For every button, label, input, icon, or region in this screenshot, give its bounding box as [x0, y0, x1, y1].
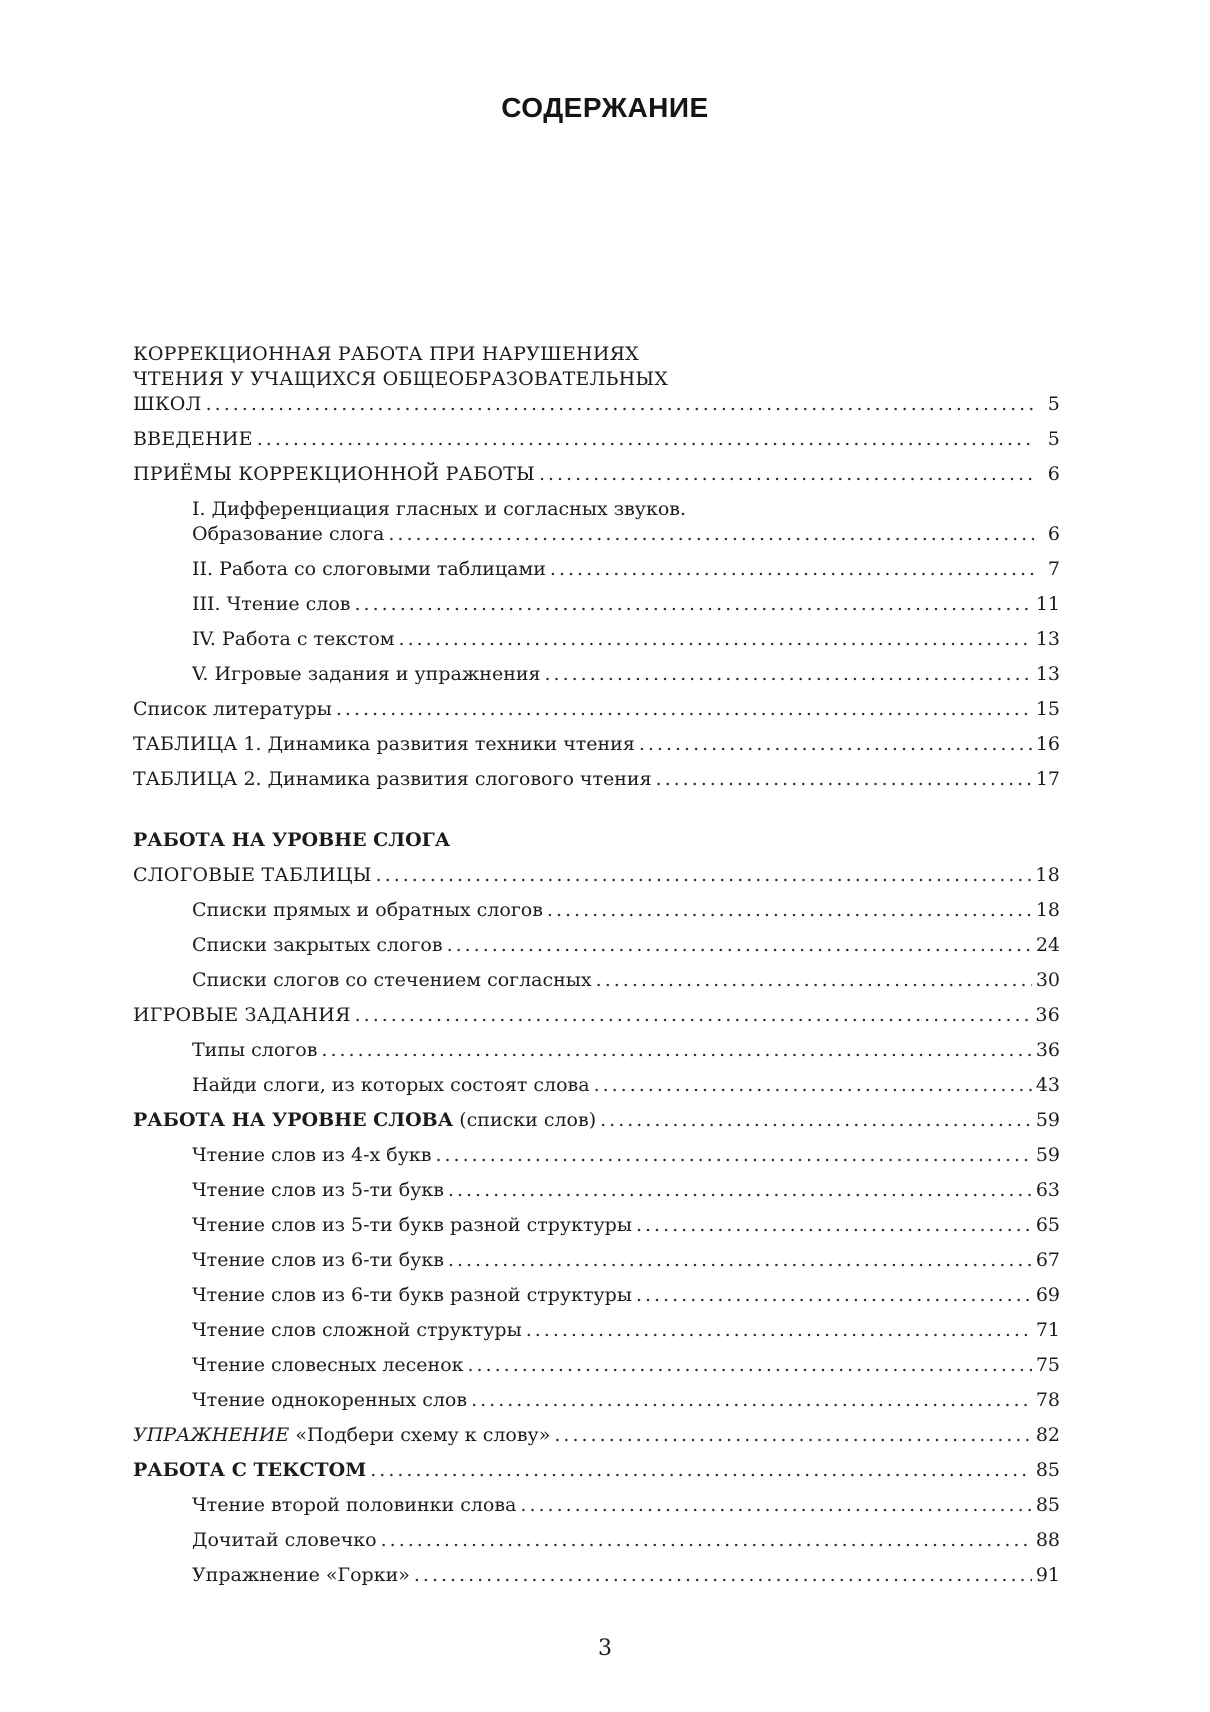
- toc-subentry[interactable]: [133, 662, 1060, 697]
- leader-dots: [636, 1213, 1032, 1238]
- page-number: 5: [1047, 393, 1060, 415]
- page-number: 67: [1035, 1249, 1060, 1271]
- toc-subentry[interactable]: [133, 1528, 1060, 1563]
- leader-dots: [447, 933, 1032, 958]
- toc-subentry[interactable]: [133, 1213, 1060, 1248]
- leader-dots: [468, 1353, 1032, 1378]
- toc-subentry[interactable]: [133, 1178, 1060, 1213]
- toc-entry-label-italic: УПРАЖНЕНИЕ: [133, 1424, 290, 1446]
- toc-entry-label: Чтение слов из 6-ти букв: [192, 1249, 444, 1271]
- toc-subentry[interactable]: [133, 1318, 1060, 1353]
- toc-entry-games[interactable]: [133, 1003, 1060, 1038]
- toc-entry-line: ЧТЕНИЯ У УЧАЩИХСЯ ОБЩЕОБРАЗОВАТЕЛЬНЫХ: [133, 368, 668, 390]
- toc-entry-label: Дочитай словечко: [192, 1529, 377, 1551]
- leader-dots: [388, 522, 1034, 547]
- toc-entry-label: Чтение слов из 4-х букв: [192, 1144, 432, 1166]
- page-number: 11: [1035, 593, 1060, 615]
- page-number: 85: [1035, 1494, 1060, 1516]
- leader-dots: [435, 1143, 1031, 1168]
- toc-entry-label: Списки слогов со стечением согласных: [192, 969, 592, 991]
- toc-entry-label-rest: (списки слов): [453, 1109, 597, 1131]
- toc-entry-label-rest: «Подбери схему к слову»: [289, 1424, 551, 1446]
- toc-entry-label: V. Игровые задания и упражнения: [192, 663, 541, 685]
- toc-entry-label: СЛОГОВЫЕ ТАБЛИЦЫ: [133, 864, 372, 886]
- toc-entry-correction-work[interactable]: [133, 342, 1060, 417]
- toc-entry-label: Чтение однокоренных слов: [192, 1389, 468, 1411]
- toc-entry-label: ТАБЛИЦА 1. Динамика развития техники чтения: [133, 733, 635, 755]
- leader-dots: [448, 1178, 1032, 1203]
- page-number: 43: [1035, 1074, 1060, 1096]
- toc-entry-label: Чтение слов из 6-ти букв разной структуры: [192, 1284, 632, 1306]
- toc-entry-label: Списки закрытых слогов: [192, 934, 443, 956]
- leader-dots: [257, 427, 1034, 452]
- page-number: 75: [1035, 1354, 1060, 1376]
- leader-dots: [526, 1318, 1032, 1343]
- toc-entry-label: Типы слогов: [192, 1039, 318, 1061]
- page-number: 69: [1035, 1284, 1060, 1306]
- leader-dots: [547, 898, 1032, 923]
- toc-entry-label: ИГРОВЫЕ ЗАДАНИЯ: [133, 1004, 351, 1026]
- page-number: 85: [1035, 1459, 1060, 1481]
- leader-dots: [596, 968, 1032, 993]
- toc-entry-label: Чтение слов из 5-ти букв разной структуры: [192, 1214, 632, 1236]
- toc-entry-line: Образование слога: [192, 523, 385, 545]
- leader-dots: [448, 1248, 1032, 1273]
- page-number: 88: [1035, 1529, 1060, 1551]
- page-number: 24: [1035, 934, 1060, 956]
- toc-entry-table-1[interactable]: [133, 732, 1060, 767]
- leader-dots: [520, 1493, 1031, 1518]
- toc-subentry[interactable]: [133, 1143, 1060, 1178]
- leader-dots: [370, 1458, 1032, 1483]
- page-number: 18: [1035, 899, 1060, 921]
- toc-subentry[interactable]: [133, 898, 1060, 933]
- page-title: СОДЕРЖАНИЕ: [501, 92, 709, 123]
- leader-dots: [206, 392, 1034, 417]
- leader-dots: [355, 1003, 1032, 1028]
- toc-entry-label: Списки прямых и обратных слогов: [192, 899, 543, 921]
- toc-entry-label: II. Работа со слоговыми таблицами: [192, 558, 546, 580]
- page-number: 18: [1035, 864, 1060, 886]
- leader-dots: [554, 1423, 1031, 1448]
- page-number: 78: [1035, 1389, 1060, 1411]
- toc-entry-text-work[interactable]: [133, 1458, 1060, 1493]
- leader-dots: [594, 1073, 1032, 1098]
- toc-entry-word-level[interactable]: [133, 1108, 1060, 1143]
- toc-entry-label-bold: РАБОТА НА УРОВНЕ СЛОВА: [133, 1109, 454, 1131]
- toc-entry-label: Найди слоги, из которых состоят слова: [192, 1074, 590, 1096]
- page-number: 36: [1035, 1004, 1060, 1026]
- toc-entry-label: Список литературы: [133, 698, 332, 720]
- toc-subentry[interactable]: [133, 1038, 1060, 1073]
- toc-subentry[interactable]: [133, 1353, 1060, 1388]
- toc-entry-literature[interactable]: [133, 697, 1060, 732]
- leader-dots: [656, 767, 1032, 792]
- page-number: 13: [1035, 628, 1060, 650]
- toc-entry-line: КОРРЕКЦИОННАЯ РАБОТА ПРИ НАРУШЕНИЯХ: [133, 343, 639, 365]
- toc-entry-introduction[interactable]: [133, 427, 1060, 462]
- leader-dots: [355, 592, 1032, 617]
- toc-subentry[interactable]: [133, 1283, 1060, 1318]
- toc-subentry-vowels-consonants[interactable]: [133, 497, 1060, 547]
- toc-subentry[interactable]: [133, 627, 1060, 662]
- page-number: 63: [1035, 1179, 1060, 1201]
- page-number: 5: [1047, 428, 1060, 450]
- toc-subentry[interactable]: [133, 933, 1060, 968]
- page-number: 17: [1035, 768, 1060, 790]
- page-number: 30: [1035, 969, 1060, 991]
- toc-entry-label: ПРИЁМЫ КОРРЕКЦИОННОЙ РАБОТЫ: [133, 463, 535, 485]
- toc-entry-label: IV. Работа с текстом: [192, 628, 395, 650]
- page-number: 91: [1035, 1564, 1060, 1586]
- table-of-contents: [133, 342, 1060, 1598]
- toc-entry-label: Упражнение «Горки»: [192, 1564, 410, 1586]
- page-number: 71: [1035, 1319, 1060, 1341]
- toc-entry-label: Чтение словесных лесенок: [192, 1354, 464, 1376]
- leader-dots: [321, 1038, 1031, 1063]
- toc-entry-label: III. Чтение слов: [192, 593, 351, 615]
- leader-dots: [414, 1563, 1032, 1588]
- toc-entry-label: Чтение слов сложной структуры: [192, 1319, 522, 1341]
- toc-subentry[interactable]: [133, 1493, 1060, 1528]
- toc-subentry[interactable]: [133, 1563, 1060, 1598]
- page-number: 7: [1047, 558, 1060, 580]
- toc-entry-label: ВВЕДЕНИЕ: [133, 428, 253, 450]
- toc-entry-line: ШКОЛ: [133, 393, 202, 415]
- leader-dots: [471, 1388, 1032, 1413]
- leader-dots: [336, 697, 1032, 722]
- toc-entry-exercise[interactable]: [133, 1423, 1060, 1458]
- toc-subentry[interactable]: [133, 1248, 1060, 1283]
- toc-subentry[interactable]: [133, 968, 1060, 1003]
- leader-dots: [381, 1528, 1032, 1553]
- leader-dots: [550, 557, 1034, 582]
- page-number: 16: [1035, 733, 1060, 755]
- page-number: 6: [1047, 523, 1060, 545]
- leader-dots: [539, 462, 1034, 487]
- toc-subentry[interactable]: [133, 557, 1060, 592]
- page-footer-number: 3: [598, 1636, 612, 1661]
- toc-entry-syllable-tables[interactable]: [133, 863, 1060, 898]
- page-number: 59: [1035, 1144, 1060, 1166]
- page-number: 36: [1035, 1039, 1060, 1061]
- leader-dots: [376, 863, 1032, 888]
- toc-subentry[interactable]: [133, 592, 1060, 627]
- toc-entry-table-2[interactable]: [133, 767, 1060, 802]
- toc-subentry[interactable]: [133, 1073, 1060, 1108]
- leader-dots: [399, 627, 1032, 652]
- section-heading-syllable-level: РАБОТА НА УРОВНЕ СЛОГА: [133, 829, 451, 851]
- page-number: 13: [1035, 663, 1060, 685]
- toc-entry-methods[interactable]: [133, 462, 1060, 497]
- page-number: 82: [1035, 1424, 1060, 1446]
- leader-dots: [600, 1108, 1032, 1133]
- toc-entry-label: Чтение слов из 5-ти букв: [192, 1179, 444, 1201]
- page-number: 59: [1035, 1109, 1060, 1131]
- toc-entry-label: РАБОТА С ТЕКСТОМ: [133, 1459, 367, 1481]
- page-number: 15: [1035, 698, 1060, 720]
- toc-entry-line: I. Дифференциация гласных и согласных звуков.: [192, 498, 687, 520]
- page-number: 6: [1047, 463, 1060, 485]
- toc-entry-label: Чтение второй половинки слова: [192, 1494, 517, 1516]
- leader-dots: [639, 732, 1032, 757]
- leader-dots: [636, 1283, 1032, 1308]
- page-number: 65: [1035, 1214, 1060, 1236]
- leader-dots: [545, 662, 1032, 687]
- toc-entry-label: ТАБЛИЦА 2. Динамика развития слогового чтения: [133, 768, 652, 790]
- toc-subentry[interactable]: [133, 1388, 1060, 1423]
